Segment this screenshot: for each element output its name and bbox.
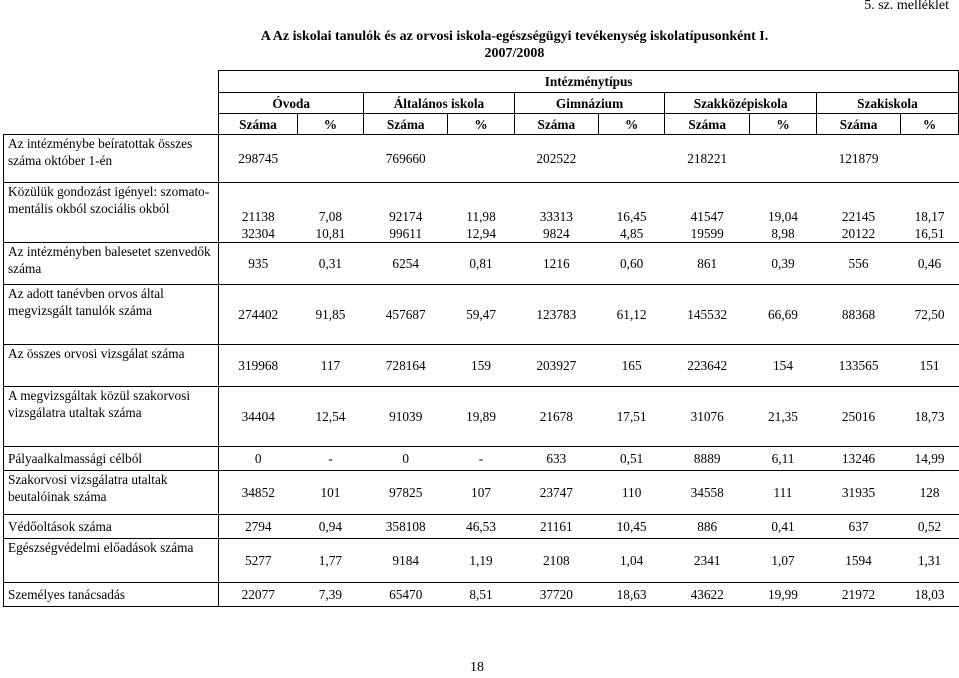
header-count: Száma [514, 114, 598, 135]
cell-count: 34558 [665, 471, 750, 515]
cell-count: 457687 [364, 285, 448, 345]
cell-count: 223642 [665, 345, 750, 387]
header-count: Száma [364, 114, 448, 135]
cell-count: 1594 [816, 539, 900, 583]
cell-percent: 61,12 [598, 285, 664, 345]
cell-percent: 18,03 [901, 583, 959, 607]
cell-percent: 18,63 [598, 583, 664, 607]
cell-percent: 154 [750, 345, 817, 387]
cell-count: 202522 [514, 135, 598, 183]
cell-count: 21161 [514, 515, 598, 539]
cell-count: 8889 [665, 447, 750, 471]
table-row [4, 515, 959, 539]
cell-count: 637 [816, 515, 900, 539]
cell-count: 556 [816, 243, 900, 285]
header-count: Száma [219, 114, 297, 135]
cell-percent: 19,89 [448, 387, 514, 447]
cell-percent: 159 [448, 345, 514, 387]
cell-count: 22077 [219, 583, 297, 607]
cell-count: 34852 [219, 471, 297, 515]
cell-count: 633 [514, 447, 598, 471]
row-label: Szakorvosi vizsgálatra utaltak beutalóinak száma [4, 471, 219, 515]
cell-percent: 91,85 [297, 285, 363, 345]
cell-percent: 17,51 [598, 387, 664, 447]
header-type: Óvoda [219, 93, 364, 114]
table-row [4, 583, 959, 607]
cell-count: 0 [219, 447, 297, 471]
cell-percent [750, 135, 817, 183]
header-group: Intézménytípus [219, 71, 959, 93]
cell-percent: 117 [297, 345, 363, 387]
cell-count: 22145 20122 [816, 183, 900, 243]
annex-label: 5. sz. melléklet [864, 0, 949, 13]
cell-percent: 21,35 [750, 387, 817, 447]
header-percent: % [901, 114, 959, 135]
cell-count: 0 [364, 447, 448, 471]
cell-count: 5277 [219, 539, 297, 583]
header-type: Gimnázium [514, 93, 665, 114]
cell-percent: 16,45 4,85 [598, 183, 664, 243]
row-label: Közülük gondozást igényel: szomato-mentális okból szociális okból [4, 183, 219, 243]
cell-percent: 18,17 16,51 [901, 183, 959, 243]
table-row [4, 135, 959, 183]
cell-percent: 0,60 [598, 243, 664, 285]
document-title: A Az iskolai tanulók és az orvosi iskola-egészségügyi tevékenység iskolatípusonként I. [260, 29, 769, 44]
cell-count: 13246 [816, 447, 900, 471]
cell-count: 218221 [665, 135, 750, 183]
cell-count: 88368 [816, 285, 900, 345]
cell-percent: 18,73 [901, 387, 959, 447]
cell-count: 23747 [514, 471, 598, 515]
cell-percent: 59,47 [448, 285, 514, 345]
cell-percent: 19,99 [750, 583, 817, 607]
table-row [4, 285, 959, 345]
cell-percent: 0,81 [448, 243, 514, 285]
cell-percent: 19,04 8,98 [750, 183, 817, 243]
table-row [4, 471, 959, 515]
document-subtitle: 2007/2008 [484, 46, 545, 61]
cell-percent: 10,45 [598, 515, 664, 539]
cell-percent: 165 [598, 345, 664, 387]
header-percent: % [297, 114, 363, 135]
cell-count: 769660 [364, 135, 448, 183]
header-corner [4, 71, 219, 135]
cell-count: 121879 [816, 135, 900, 183]
row-label: A megvizsgáltak közül szakorvosi vizsgálatra utaltak száma [4, 387, 219, 447]
cell-percent: 7,39 [297, 583, 363, 607]
cell-percent: 0,94 [297, 515, 363, 539]
cell-percent: 11,98 12,94 [448, 183, 514, 243]
cell-percent: 0,41 [750, 515, 817, 539]
cell-count: 123783 [514, 285, 598, 345]
row-label: Védőoltások száma [4, 515, 219, 539]
cell-percent: 7,08 10,81 [297, 183, 363, 243]
cell-count: 31076 [665, 387, 750, 447]
cell-percent: 12,54 [297, 387, 363, 447]
cell-percent: 66,69 [750, 285, 817, 345]
cell-count: 728164 [364, 345, 448, 387]
cell-percent: 46,53 [448, 515, 514, 539]
cell-count: 65470 [364, 583, 448, 607]
cell-count: 203927 [514, 345, 598, 387]
cell-percent: 0,51 [598, 447, 664, 471]
cell-percent: 0,39 [750, 243, 817, 285]
cell-percent [448, 135, 514, 183]
cell-count: 886 [665, 515, 750, 539]
cell-percent: - [448, 447, 514, 471]
cell-percent: - [297, 447, 363, 471]
header-type: Szakiskola [816, 93, 958, 114]
cell-count: 1216 [514, 243, 598, 285]
cell-count: 33313 9824 [514, 183, 598, 243]
cell-count: 6254 [364, 243, 448, 285]
cell-count: 358108 [364, 515, 448, 539]
cell-count: 34404 [219, 387, 297, 447]
header-type: Szakközépiskola [665, 93, 817, 114]
cell-count: 2108 [514, 539, 598, 583]
cell-count: 21972 [816, 583, 900, 607]
cell-percent: 6,11 [750, 447, 817, 471]
row-label: Pályaalkalmassági célból [4, 447, 219, 471]
cell-count: 2794 [219, 515, 297, 539]
cell-count: 25016 [816, 387, 900, 447]
row-label: Az összes orvosi vizsgálat száma [4, 345, 219, 387]
cell-count: 319968 [219, 345, 297, 387]
cell-percent: 8,51 [448, 583, 514, 607]
table-row [4, 387, 959, 447]
cell-percent: 0,31 [297, 243, 363, 285]
header-count: Száma [665, 114, 750, 135]
table-row [4, 447, 959, 471]
cell-percent: 1,77 [297, 539, 363, 583]
cell-count: 21678 [514, 387, 598, 447]
cell-count: 31935 [816, 471, 900, 515]
cell-count: 133565 [816, 345, 900, 387]
row-label: Az intézményben balesetet szenvedők száma [4, 243, 219, 285]
cell-count: 21138 32304 [219, 183, 297, 243]
cell-percent: 151 [901, 345, 959, 387]
header-percent: % [598, 114, 664, 135]
statistics-table [3, 70, 959, 607]
table-row [4, 243, 959, 285]
row-label: Egészségvédelmi előadások száma [4, 539, 219, 583]
cell-percent: 107 [448, 471, 514, 515]
cell-count: 2341 [665, 539, 750, 583]
cell-count: 935 [219, 243, 297, 285]
cell-count: 97825 [364, 471, 448, 515]
cell-percent: 0,52 [901, 515, 959, 539]
cell-count: 274402 [219, 285, 297, 345]
row-label: Az adott tanévben orvos által megvizsgált tanulók száma [4, 285, 219, 345]
cell-count: 91039 [364, 387, 448, 447]
cell-percent [598, 135, 664, 183]
cell-count: 43622 [665, 583, 750, 607]
row-label: Személyes tanácsadás [4, 583, 219, 607]
header-count: Száma [816, 114, 900, 135]
cell-percent: 1,31 [901, 539, 959, 583]
cell-count: 145532 [665, 285, 750, 345]
cell-percent: 72,50 [901, 285, 959, 345]
table-row [4, 345, 959, 387]
table-row [4, 539, 959, 583]
cell-percent: 1,04 [598, 539, 664, 583]
cell-count: 37720 [514, 583, 598, 607]
cell-percent: 0,46 [901, 243, 959, 285]
cell-count: 9184 [364, 539, 448, 583]
cell-percent [297, 135, 363, 183]
cell-count: 41547 19599 [665, 183, 750, 243]
cell-percent: 128 [901, 471, 959, 515]
cell-percent: 1,19 [448, 539, 514, 583]
header-type: Általános iskola [364, 93, 515, 114]
row-label: Az intézménybe beíratottak összes száma október 1-én [4, 135, 219, 183]
header-percent: % [750, 114, 817, 135]
cell-percent: 101 [297, 471, 363, 515]
cell-percent: 1,07 [750, 539, 817, 583]
cell-percent: 111 [750, 471, 817, 515]
page-number: 18 [470, 660, 484, 675]
cell-count: 298745 [219, 135, 297, 183]
cell-count: 92174 99611 [364, 183, 448, 243]
header-percent: % [448, 114, 514, 135]
cell-percent: 110 [598, 471, 664, 515]
cell-count: 861 [665, 243, 750, 285]
cell-percent [901, 135, 959, 183]
cell-percent: 14,99 [901, 447, 959, 471]
table-row [4, 183, 959, 243]
